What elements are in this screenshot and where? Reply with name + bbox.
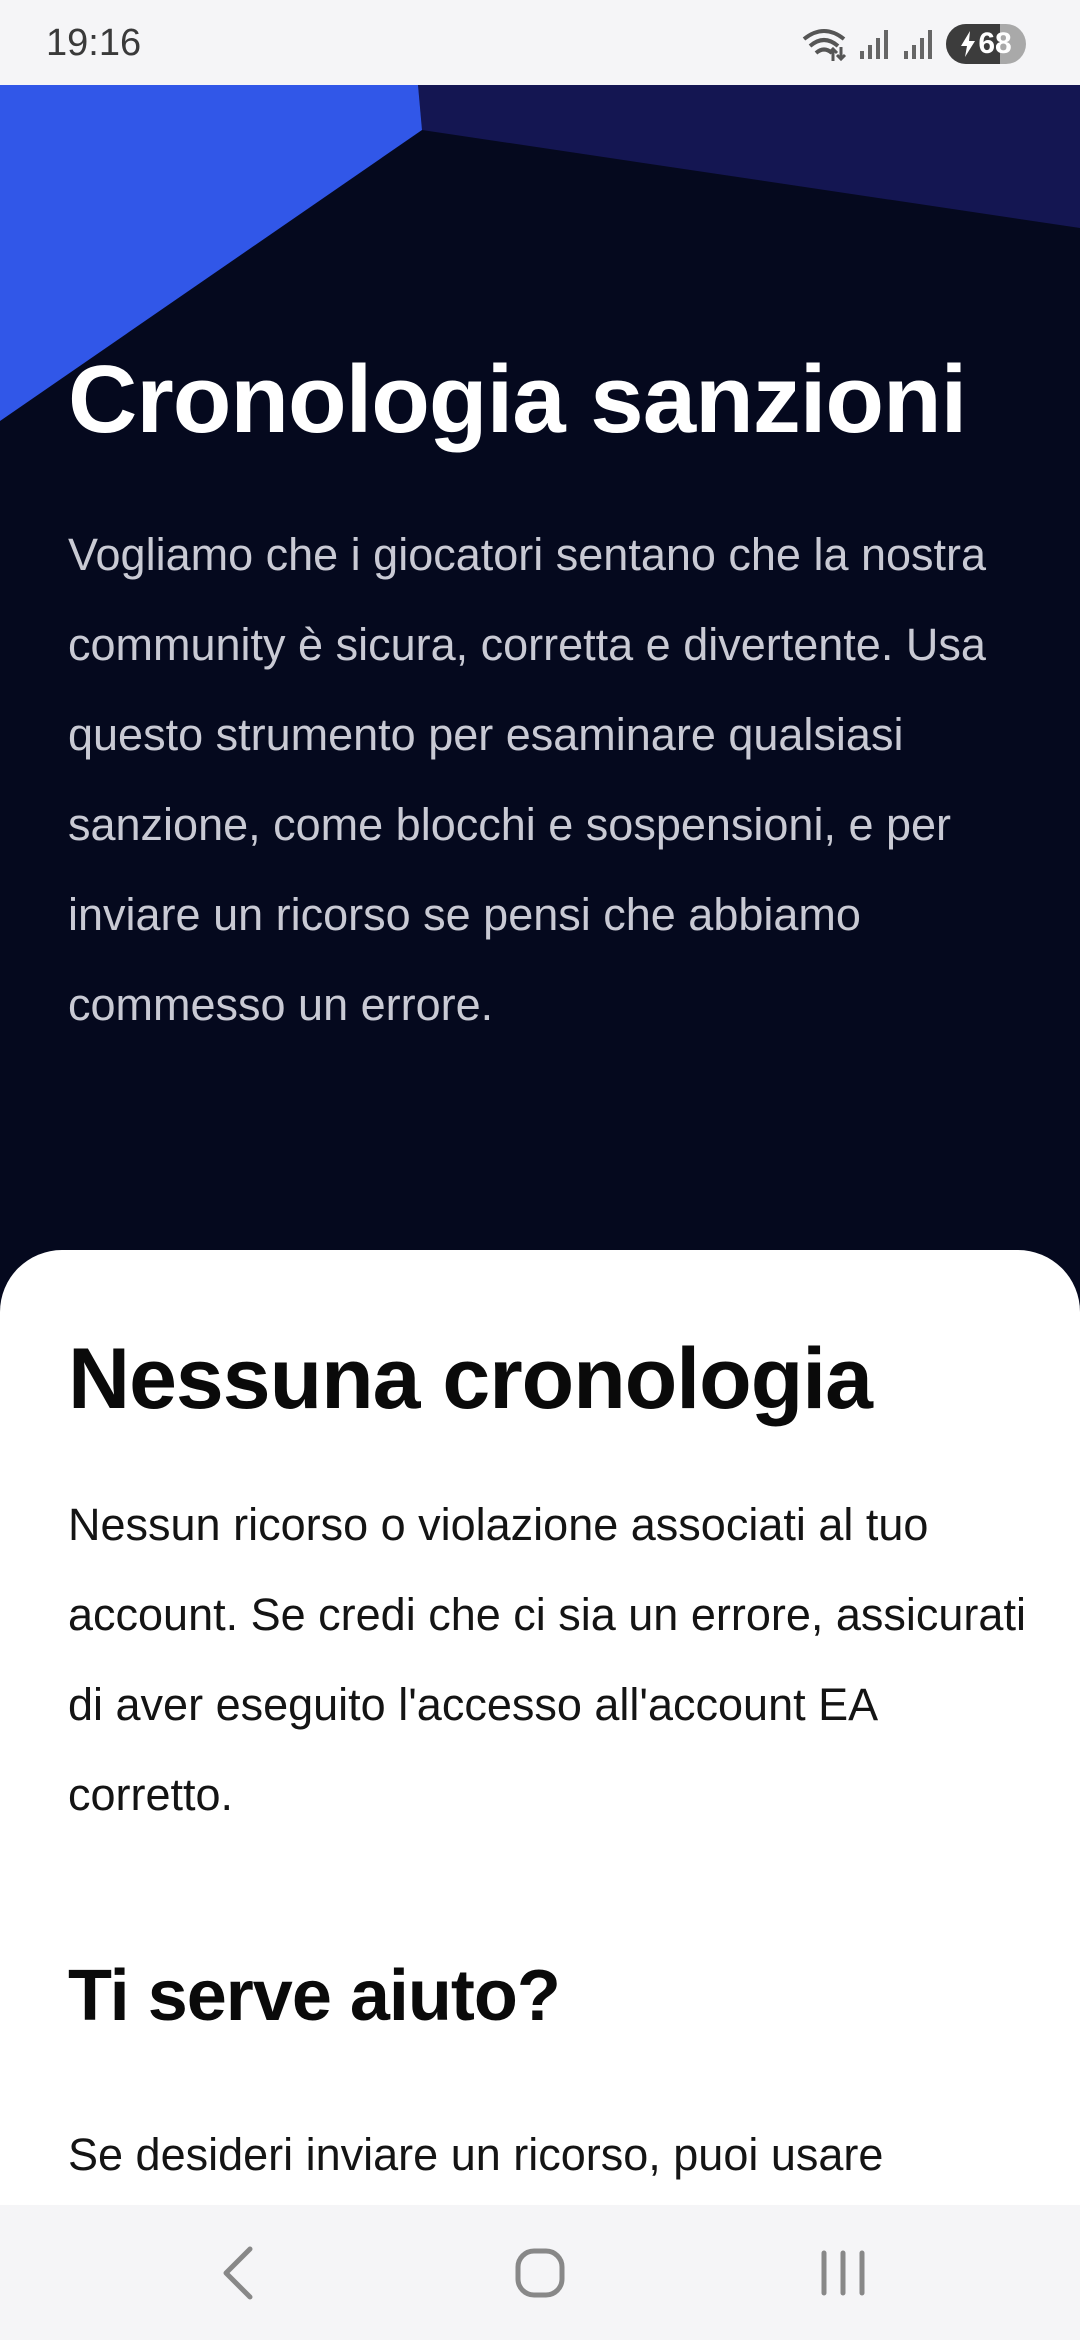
hero-shape-navy: [418, 85, 1080, 228]
nav-home-button[interactable]: [480, 2225, 600, 2320]
charging-bolt-icon: [960, 31, 976, 57]
signal-icon: [902, 27, 936, 61]
battery-indicator: [946, 24, 1026, 64]
wifi-icon: [800, 25, 848, 63]
battery-level: 68: [978, 27, 1012, 60]
help-text: Se desideri inviare un ricorso, puoi usare: [68, 2129, 884, 2180]
no-history-text: Nessun ricorso o violazione associati al tuo account. Se credi che ci sia un errore, assicurati di aver eseguito l'accesso all'account EA corretto.: [68, 1499, 1026, 1820]
no-history-heading: Nessuna cronologia: [68, 1331, 872, 1427]
content-card: [0, 1250, 1080, 2260]
battery-label: [946, 24, 1026, 64]
status-bar: [0, 0, 1080, 85]
nav-back-button[interactable]: [178, 2225, 298, 2320]
signal-icon: [858, 27, 892, 61]
status-icons: [800, 24, 1026, 64]
nav-recents-button[interactable]: [783, 2225, 903, 2320]
status-time: 19:16: [46, 22, 142, 64]
system-navigation-bar: [0, 2205, 1080, 2340]
help-heading: Ti serve aiuto?: [68, 1956, 560, 2036]
page-description: Vogliamo che i giocatori sentano che la nostra community è sicura, corretta e divertente. Usa questo strumento per esaminare qualsiasi sanzione, come blocchi e sospensioni, e per inviare un ricorso se pensi che abbiamo commesso un errore.: [68, 529, 987, 1030]
hero-section: [0, 85, 1080, 1300]
back-icon: [218, 2245, 258, 2301]
page-title: Cronologia sanzioni: [68, 346, 967, 453]
recents-icon: [818, 2249, 868, 2297]
home-icon: [514, 2247, 566, 2299]
